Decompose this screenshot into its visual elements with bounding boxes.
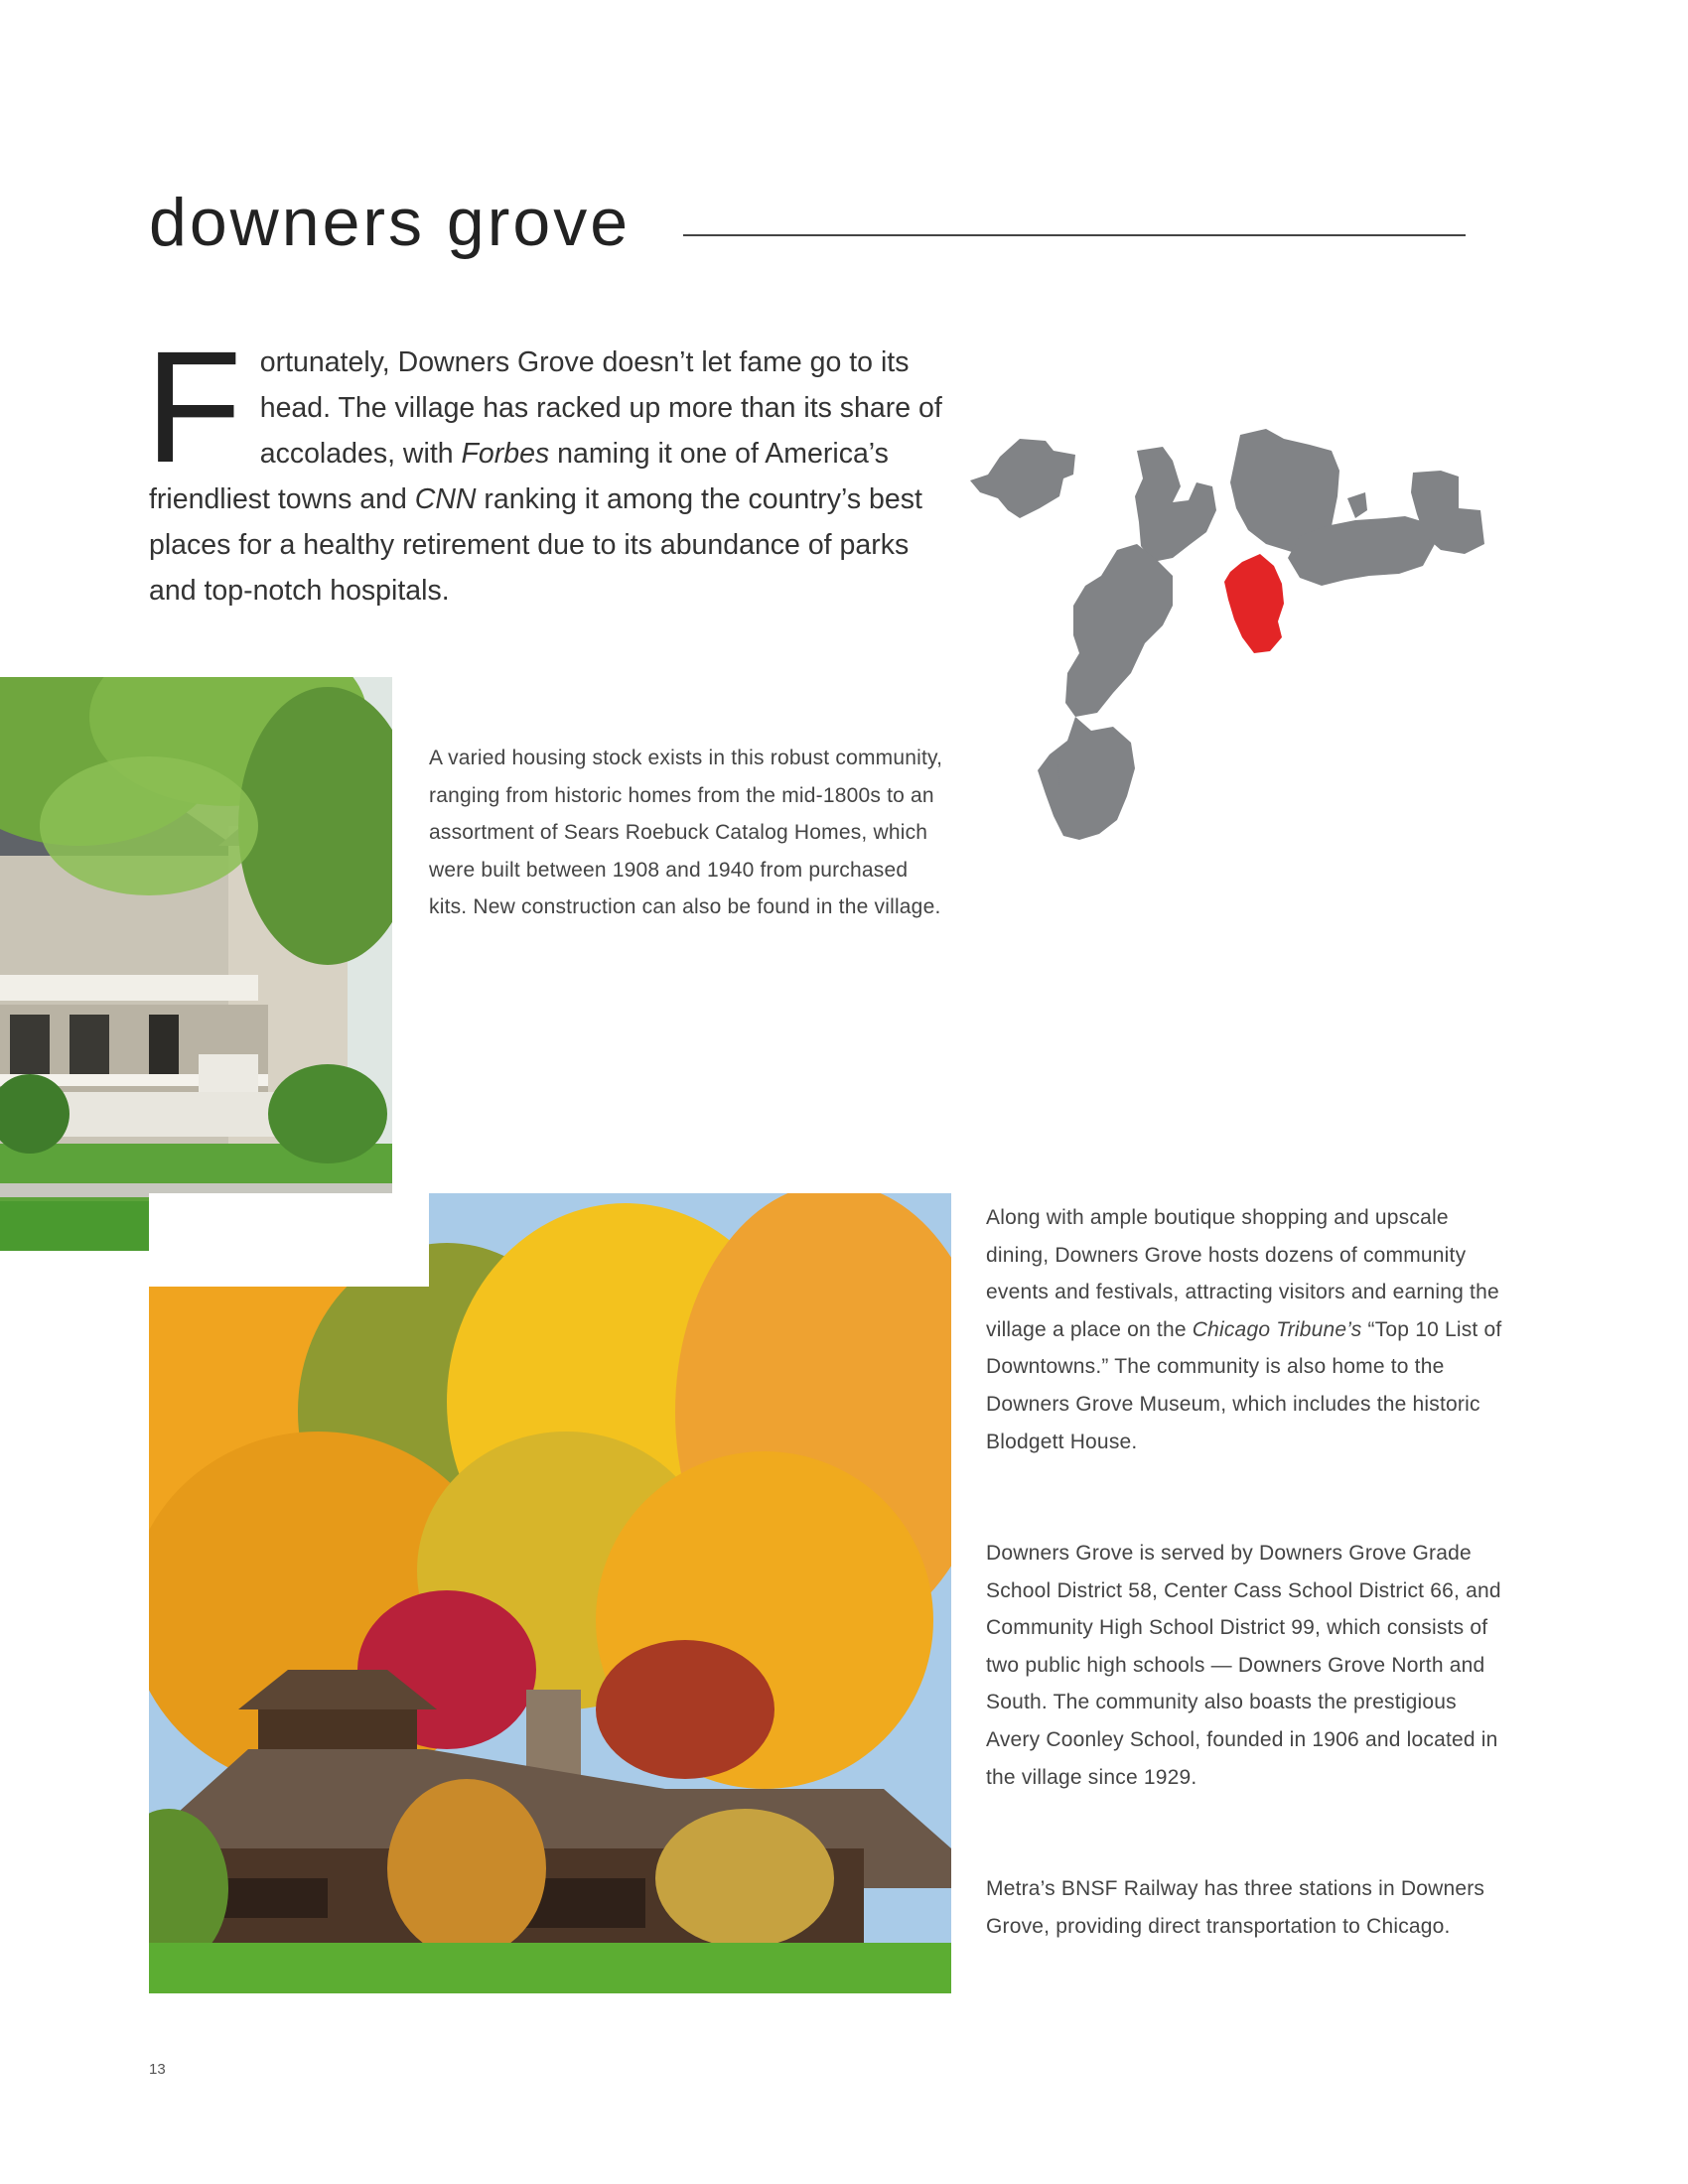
drop-cap: F [145, 318, 242, 495]
page-number: 13 [149, 2061, 166, 2078]
map-region-small-east [1347, 492, 1367, 518]
map-region-gray [970, 429, 1484, 840]
photo-notch [149, 1193, 429, 1287]
intro-text-3: ranking it among the country’s best places for a healthy retirement due to its abundance of parks and top-notch hospitals. [149, 483, 922, 607]
housing-paragraph: A varied housing stock exists in this robust community, ranging from historic homes from the mid-1800s to an assortment of Sears Roebuck Catalog Homes, which were built between 1908 and 1940 from purchased kits. New construction can also be found in the village. [429, 747, 943, 919]
community-map [968, 427, 1504, 903]
intro-paragraph [145, 318, 963, 614]
downtown-tribune: Chicago Tribune’s [1192, 1317, 1362, 1341]
intro-text-1: ortunately, Downers Grove doesn’t let fame go to its head. The village has racked up more than its share of accolades, with [259, 346, 942, 470]
map-region-downers-grove [1224, 554, 1284, 653]
downtown-text-2: “Top 10 List of Downtowns.” The community is also home to the Downers Grove Museum, which includes the historic Blodgett House. [986, 1317, 1502, 1453]
title-divider [683, 234, 1466, 236]
page-title: downers grove [149, 185, 632, 260]
map-region-north-center [1135, 447, 1216, 562]
downtown-text-1: Along with ample boutique shopping and upscale dining, Downers Grove hosts dozens of community events and festivals, attracting visitors and earning the village a place on the [986, 1206, 1499, 1341]
map-region-central-west [1065, 544, 1173, 717]
metra-paragraph: Metra’s BNSF Railway has three stations in Downers Grove, providing direct transportation to Chicago. [986, 1877, 1485, 1938]
intro-forbes: Forbes [461, 438, 550, 470]
park-photo [149, 1193, 951, 1993]
downtown-paragraph [986, 1199, 1502, 1460]
intro-cnn: CNN [414, 483, 477, 515]
intro-text-2: naming it one of America’s friendliest towns and [149, 438, 889, 515]
house-photo [0, 677, 392, 1251]
map-region-west [970, 439, 1075, 518]
schools-paragraph: Downers Grove is served by Downers Grove Grade School District 58, Center Cass School District 66, and Community High School District 99, which consists of two public high schools — Downers Grove North and South. The community also boasts the prestigious Avery Coonley School, founded in 1906 and located in the village since 1929. [986, 1542, 1501, 1789]
